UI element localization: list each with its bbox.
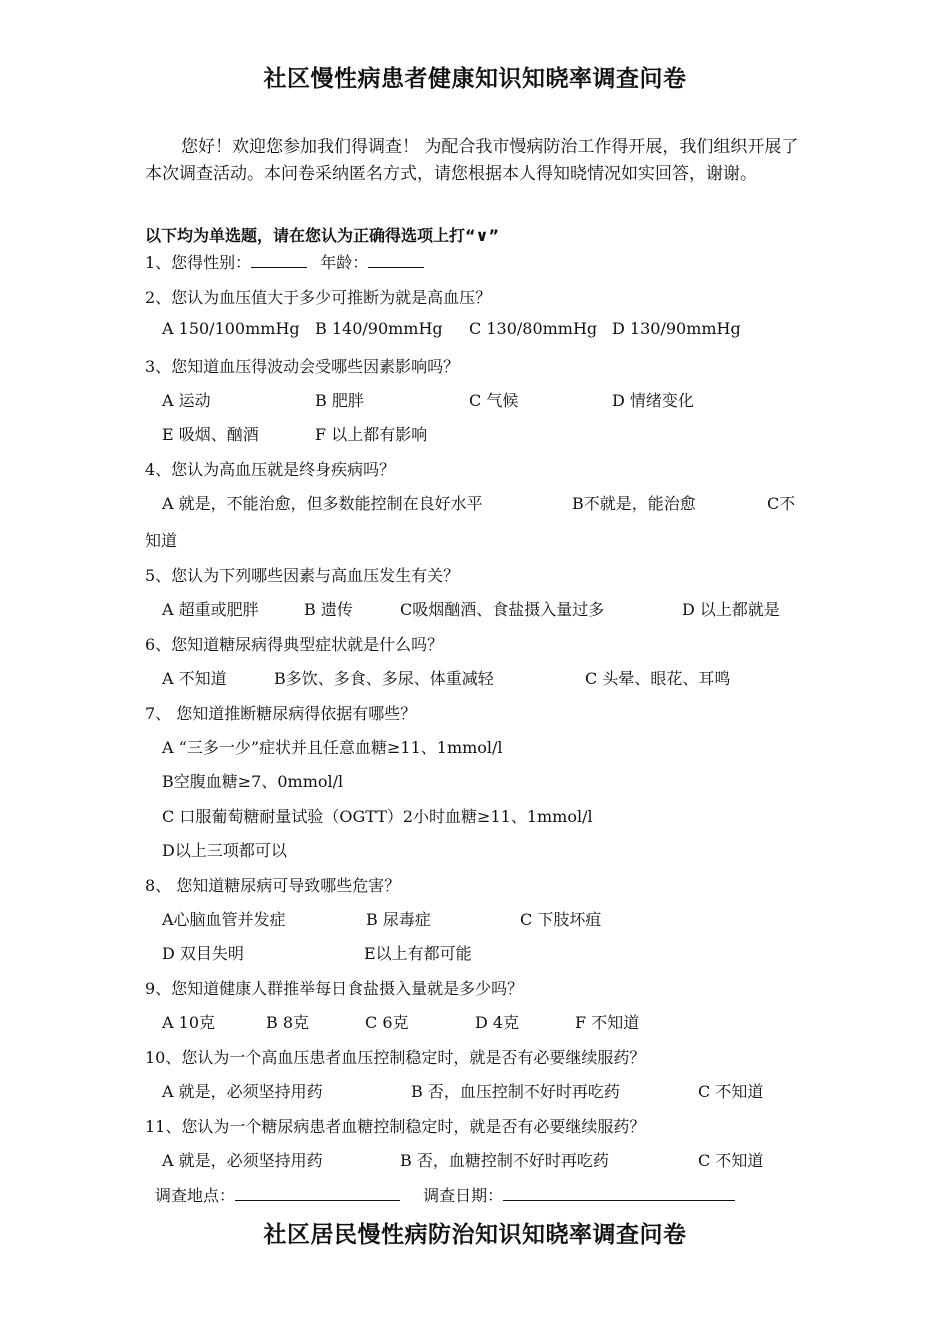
age-label: 年龄：	[320, 253, 369, 272]
option-q8-d[interactable]: D 双目失明	[162, 944, 244, 963]
age-blank[interactable]	[368, 251, 424, 268]
option-q9-a[interactable]: A 10克	[162, 1013, 216, 1032]
instruction-text: 以下均为单选题，请在您认为正确得选项上打“∨”	[145, 226, 500, 245]
question-8-text: 8、 您知道糖尿病可导致哪些危害？	[145, 876, 401, 895]
option-q4-c[interactable]: C不	[767, 494, 796, 513]
option-q11-c[interactable]: C 不知道	[698, 1151, 764, 1170]
option-q3-e[interactable]: E 吸烟、酗酒	[162, 425, 259, 444]
intro-paragraph: 您好！欢迎您参加我们得调查！ 为配合我市慢病防治工作得开展，我们组织开展了本次调查活动。本问卷采纳匿名方式，请您根据本人得知晓情况如实回答，谢谢。	[145, 137, 799, 184]
option-q3-d[interactable]: D 情绪变化	[612, 391, 694, 410]
option-q9-f[interactable]: F 不知道	[575, 1013, 640, 1032]
question-10-text: 10、您认为一个高血压患者血压控制稳定时，就是否有必要继续服药？	[145, 1048, 646, 1067]
date-label: 调查日期：	[423, 1186, 504, 1205]
location-label: 调查地点：	[155, 1186, 236, 1205]
question-1	[145, 250, 424, 273]
option-q10-c[interactable]: C 不知道	[698, 1082, 764, 1101]
option-q11-a[interactable]: A 就是，必须坚持用药	[162, 1151, 323, 1170]
page-title: 社区慢性病患者健康知识知晓率调查问卷	[263, 66, 687, 92]
question-5-text: 5、您认为下列哪些因素与高血压发生有关？	[145, 566, 460, 585]
option-q7-c[interactable]: C 口服葡萄糖耐量试验（OGTT）2小时血糖≥11、1mmol/l	[162, 807, 593, 826]
question-11-text: 11、您认为一个糖尿病患者血糖控制稳定时，就是否有必要继续服药？	[145, 1117, 646, 1136]
option-q8-a[interactable]: A心脑血管并发症	[162, 910, 286, 929]
option-q7-b[interactable]: B空腹血糖≥7、0mmol/l	[162, 772, 344, 791]
second-title: 社区居民慢性病防治知识知晓率调查问卷	[263, 1222, 687, 1248]
option-q9-c[interactable]: C 6克	[365, 1013, 409, 1032]
question-3-text: 3、您知道血压得波动会受哪些因素影响吗？	[145, 357, 460, 376]
option-q2-a[interactable]: A 150/100mmHg	[162, 319, 300, 338]
option-q8-e[interactable]: E以上有都可能	[364, 944, 472, 963]
option-q5-d[interactable]: D 以上都就是	[682, 600, 780, 619]
location-blank[interactable]	[235, 1184, 400, 1201]
option-q9-d[interactable]: D 4克	[475, 1013, 520, 1032]
option-q3-c[interactable]: C 气候	[469, 391, 519, 410]
option-q4-b[interactable]: B不就是，能治愈	[572, 494, 696, 513]
option-q6-a[interactable]: A 不知道	[162, 669, 227, 688]
question-6-text: 6、您知道糖尿病得典型症状就是什么吗？	[145, 635, 444, 654]
gender-blank[interactable]	[251, 251, 307, 268]
option-q10-a[interactable]: A 就是，必须坚持用药	[162, 1082, 323, 1101]
option-q8-c[interactable]: C 下肢坏疽	[520, 910, 602, 929]
option-q7-d[interactable]: D以上三项都可以	[162, 841, 287, 860]
gender-label: 1、您得性别：	[145, 253, 252, 272]
question-7-text: 7、 您知道推断糖尿病得依据有哪些？	[145, 704, 417, 723]
question-9-text: 9、您知道健康人群推举每日食盐摄入量就是多少吗？	[145, 979, 524, 998]
option-q8-b[interactable]: B 尿毒症	[366, 910, 431, 929]
option-q5-b[interactable]: B 遗传	[304, 600, 353, 619]
question-4-text: 4、您认为高血压就是终身疾病吗？	[145, 460, 396, 479]
option-q3-f[interactable]: F 以上都有影响	[315, 425, 428, 444]
option-q9-b[interactable]: B 8克	[266, 1013, 310, 1032]
option-q2-d[interactable]: D 130/90mmHg	[612, 319, 741, 338]
option-q6-c[interactable]: C 头晕、眼花、耳鸣	[585, 669, 731, 688]
survey-footer	[155, 1183, 735, 1206]
option-q3-b[interactable]: B 肥胖	[315, 391, 364, 410]
option-q6-b[interactable]: B多饮、多食、多尿、体重减轻	[274, 669, 494, 688]
question-2-text: 2、您认为血压值大于多少可推断为就是高血压？	[145, 288, 492, 307]
question-4-option-c-wrap: 知道	[145, 531, 178, 550]
option-q5-c[interactable]: C吸烟酗酒、食盐摄入量过多	[400, 600, 605, 619]
option-q7-a[interactable]: A “三多一少”症状并且任意血糖≥11、1mmol/l	[162, 738, 503, 757]
option-q2-c[interactable]: C 130/80mmHg	[469, 319, 598, 338]
date-blank[interactable]	[503, 1184, 735, 1201]
option-q4-a[interactable]: A 就是，不能治愈，但多数能控制在良好水平	[162, 494, 483, 513]
option-q11-b[interactable]: B 否，血糖控制不好时再吃药	[400, 1151, 609, 1170]
option-q2-b[interactable]: B 140/90mmHg	[315, 319, 443, 338]
option-q10-b[interactable]: B 否，血压控制不好时再吃药	[411, 1082, 620, 1101]
option-q5-a[interactable]: A 超重或肥胖	[162, 600, 259, 619]
option-q3-a[interactable]: A 运动	[162, 391, 211, 410]
